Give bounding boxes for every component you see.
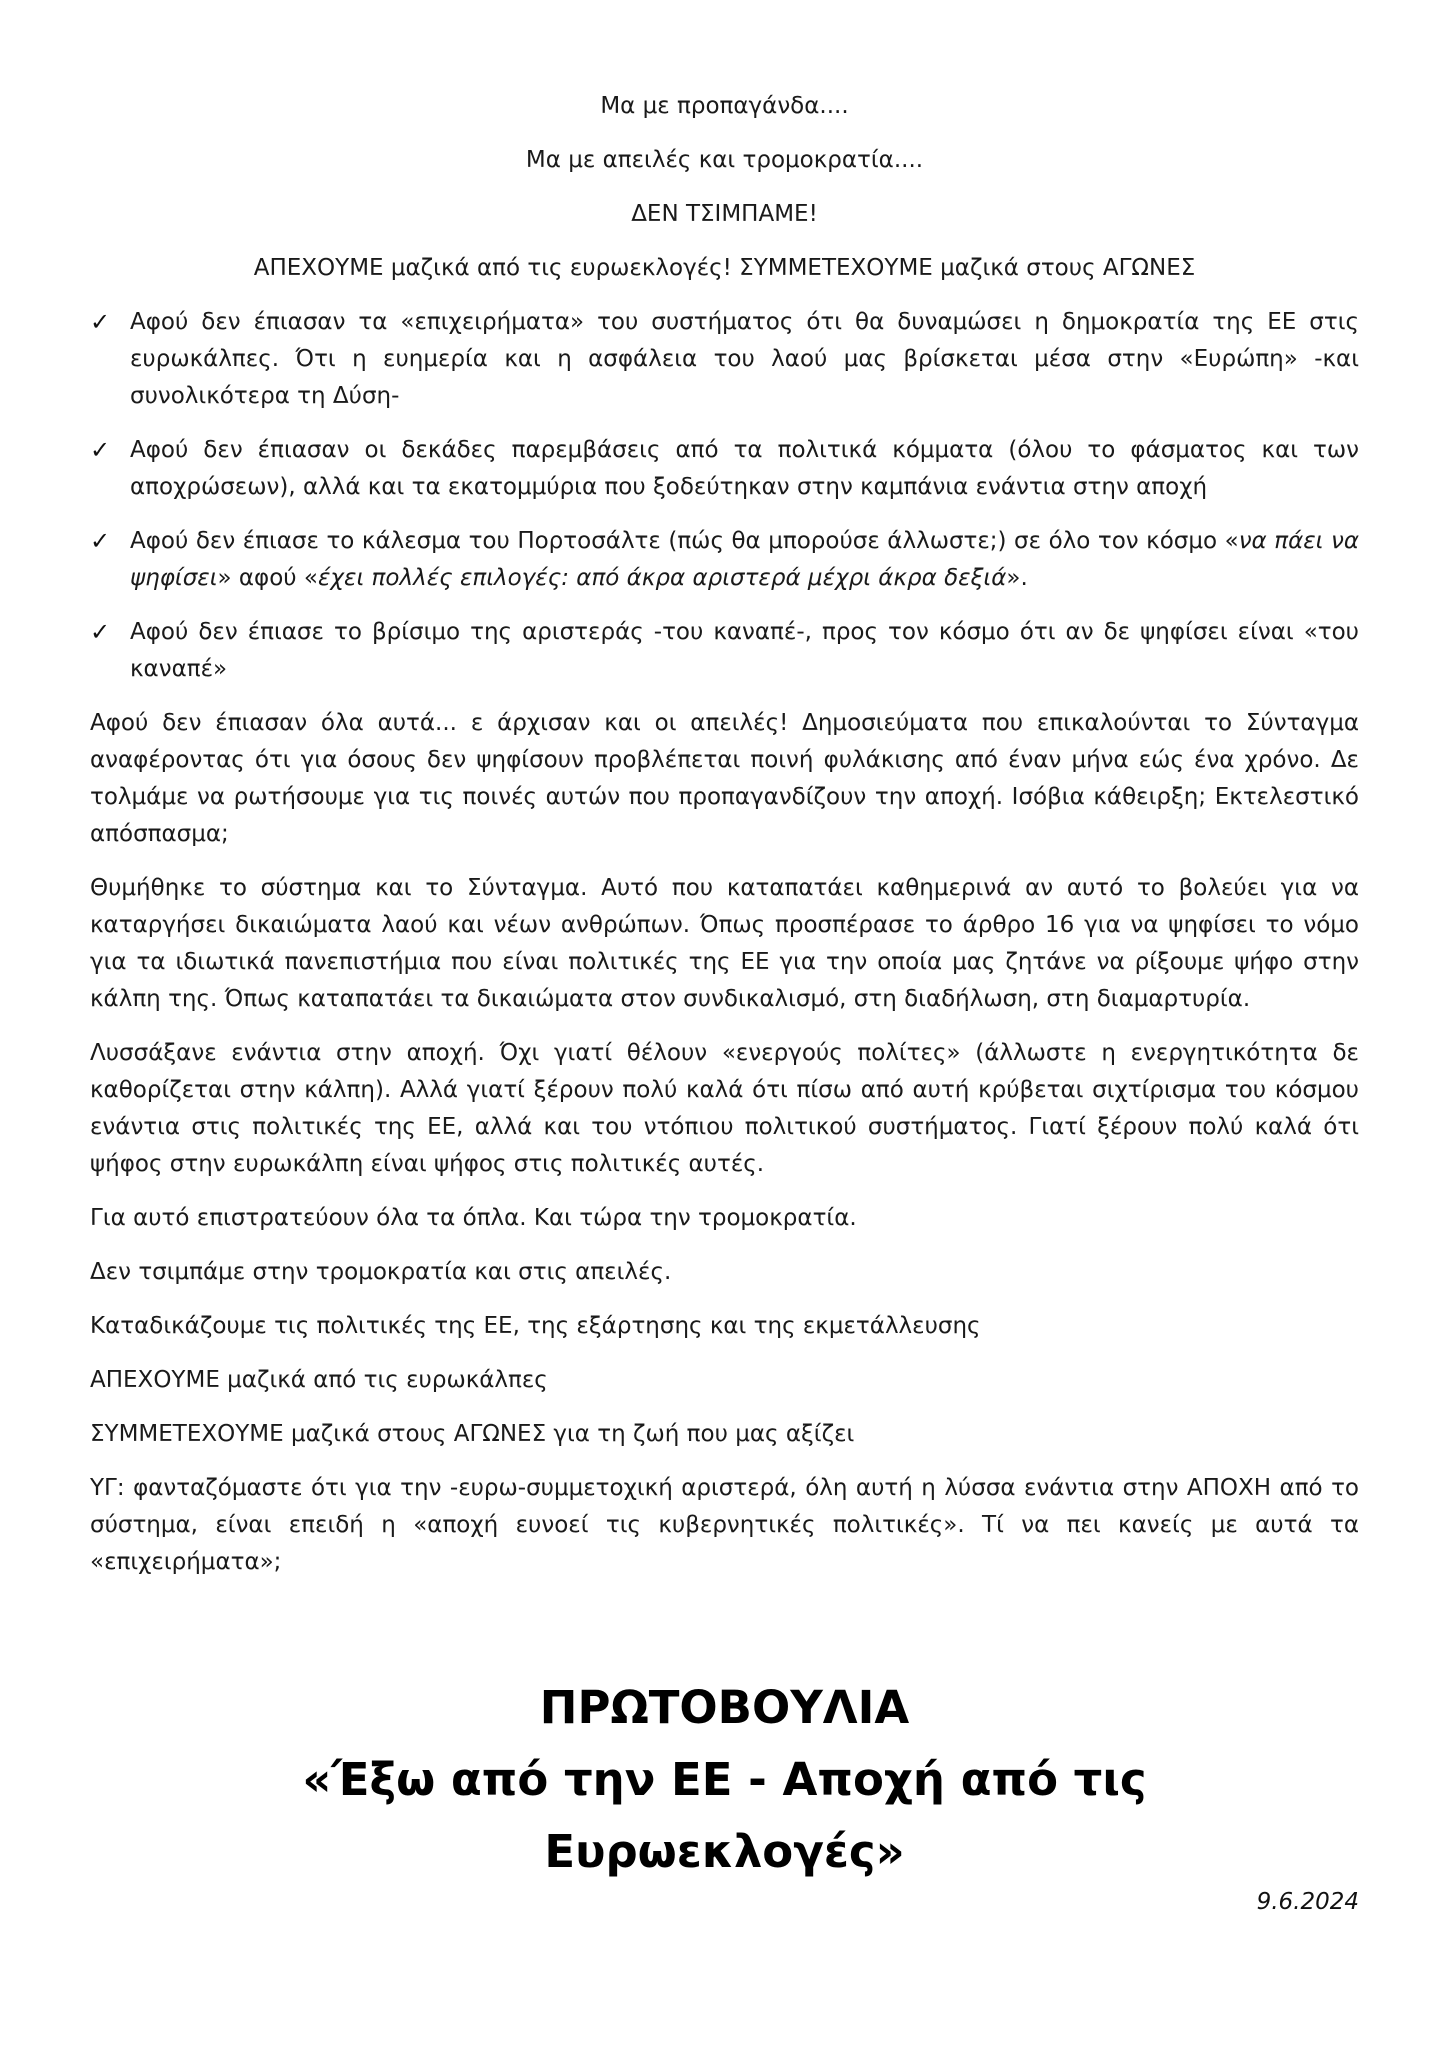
- checklist-item: [90, 614, 1359, 688]
- header-line-3: ΔΕΝ ΤΣΙΜΠΑΜΕ!: [631, 201, 818, 227]
- header-line-4: ΑΠΕΧΟΥΜΕ μαζικά από τις ευρωεκλογές! ΣΥΜΜΕΤΕΧΟΥΜΕ μαζικά στους ΑΓΩΝΕΣ: [253, 255, 1196, 281]
- check-mark-icon: ✓: [90, 618, 111, 646]
- checklist-item: [90, 432, 1359, 506]
- body-paragraph: Λυσσάξανε ενάντια στην αποχή. Όχι γιατί θέλουν «ενεργούς πολίτες» (άλλωστε η ενεργητικότητα δε καθορίζεται στην κάλπη). Αλλά γιατί ξέρουν πολύ καλά ότι πίσω από αυτή κρύβεται σιχτίρισμα του κόσμου ενάντια στις πολιτικές της ΕΕ, αλλά και του ντόπιου πολιτικού συστήματος. Γιατί ξέρουν πολύ καλά ότι ψήφος στην ευρωκάλπη είναι ψήφος στις πολιτικές αυτές.: [90, 1040, 1359, 1177]
- body-paragraph: Για αυτό επιστρατεύουν όλα τα όπλα. Και τώρα την τρομοκρατία.: [90, 1205, 857, 1231]
- signature-line-2: «Έξω από την ΕΕ - Αποχή από τις: [302, 1753, 1147, 1806]
- header-line-2: Μα με απειλές και τρομοκρατία....: [525, 147, 924, 173]
- checklist-item: [90, 523, 1359, 597]
- body-paragraph: Καταδικάζουμε τις πολιτικές της ΕΕ, της εξάρτησης και της εκμετάλλευσης: [90, 1313, 981, 1339]
- body-paragraph: Θυμήθηκε το σύστημα και το Σύνταγμα. Αυτό που καταπατάει καθημερινά αν αυτό το βολεύει για να καταργήσει δικαιώματα λαού και νέων ανθρώπων. Όπως προσπέρασε το άρθρο 16 για να ψηφίσει το νόμο για τα ιδιωτικά πανεπιστήμια που είναι πολιτικές της ΕΕ για την οποία μας ζητάνε να ρίξουμε ψήφο στην κάλπη της. Όπως καταπατάει τα δικαιώματα στον συνδικαλισμό, στη διαδήλωση, στη διαμαρτυρία.: [90, 875, 1359, 1012]
- document-date: 9.6.2024: [1256, 1889, 1359, 1915]
- checklist-item: [90, 304, 1359, 415]
- checklist-item-text: Αφού δεν έπιασε το κάλεσμα του Πορτοσάλτε (πώς θα μπορούσε άλλωστε;) σε όλο τον κόσμο «: [130, 528, 1239, 554]
- checklist-item-text: Αφού δεν έπιασαν οι δεκάδες παρεμβάσεις από τα πολιτικά κόμματα (όλου το φάσματος και των αποχρώσεων), αλλά και τα εκατομμύρια που ξοδεύτηκαν στην καμπάνια ενάντια στην αποχή: [130, 437, 1359, 500]
- checklist-item-quote: έχει πολλές επιλογές: από άκρα αριστερά μέχρι άκρα δεξιά: [317, 565, 1007, 591]
- checklist-item-text: Αφού δεν έπιασαν τα «επιχειρήματα» του συστήματος ότι θα δυναμώσει η δημοκρατία της ΕΕ στις ευρωκάλπες. Ότι η ευημερία και η ασφάλεια του λαού μας βρίσκεται μέσα στην «Ευρώπη» -και συνολικότερα τη Δύση-: [130, 309, 1359, 409]
- signature-line-3: Ευρωεκλογές»: [544, 1825, 905, 1878]
- body-paragraph: ΣΥΜΜΕΤΕΧΟΥΜΕ μαζικά στους ΑΓΩΝΕΣ για τη ζωή που μας αξίζει: [90, 1421, 855, 1447]
- body-paragraph: Δεν τσιμπάμε στην τρομοκρατία και στις απειλές.: [90, 1259, 672, 1285]
- check-mark-icon: ✓: [90, 436, 111, 464]
- body-paragraphs: [90, 705, 1359, 1581]
- signature-line-1: ΠΡΩΤΟΒΟΥΛΙΑ: [539, 1681, 910, 1734]
- header-block: [90, 88, 1359, 287]
- header-line-1: Μα με προπαγάνδα....: [600, 93, 849, 119]
- checklist: [90, 304, 1359, 688]
- checklist-item-text: Αφού δεν έπιασε το βρίσιμο της αριστεράς -του καναπέ-, προς τον κόσμο ότι αν δε ψηφίσει είναι «του καναπέ»: [130, 619, 1359, 682]
- check-mark-icon: ✓: [90, 308, 111, 336]
- body-paragraph: Αφού δεν έπιασαν όλα αυτά... ε άρχισαν και οι απειλές! Δημοσιεύματα που επικαλούνται το Σύνταγμα αναφέροντας ότι για όσους δεν ψηφίσουν προβλέπεται ποινή φυλάκισης από έναν μήνα εώς ένα χρόνο. Δε τολμάμε να ρωτήσουμε για τις ποινές αυτών που προπαγανδίζουν την αποχή. Ισόβια κάθειρξη; Εκτελεστικό απόσπασμα;: [90, 710, 1359, 847]
- body-paragraph: ΑΠΕΧΟΥΜΕ μαζικά από τις ευρωκάλπες: [90, 1367, 548, 1393]
- body-paragraph: ΥΓ: φανταζόμαστε ότι για την -ευρω-συμμετοχική αριστερά, όλη αυτή η λύσσα ενάντια στην ΑΠΟΧΗ από το σύστημα, είναι επειδή η «αποχή ευνοεί τις κυβερνητικές πολιτικές». Τί να πει κανείς με αυτά τα «επιχειρήματα»;: [90, 1475, 1359, 1575]
- signature-block: [90, 1672, 1359, 1888]
- check-mark-icon: ✓: [90, 527, 111, 555]
- checklist-item-text: » αφού «: [217, 565, 318, 591]
- checklist-item-text: ».: [1006, 565, 1028, 591]
- checklist-item-quote: να πάει να ψηφίσει: [130, 528, 1359, 591]
